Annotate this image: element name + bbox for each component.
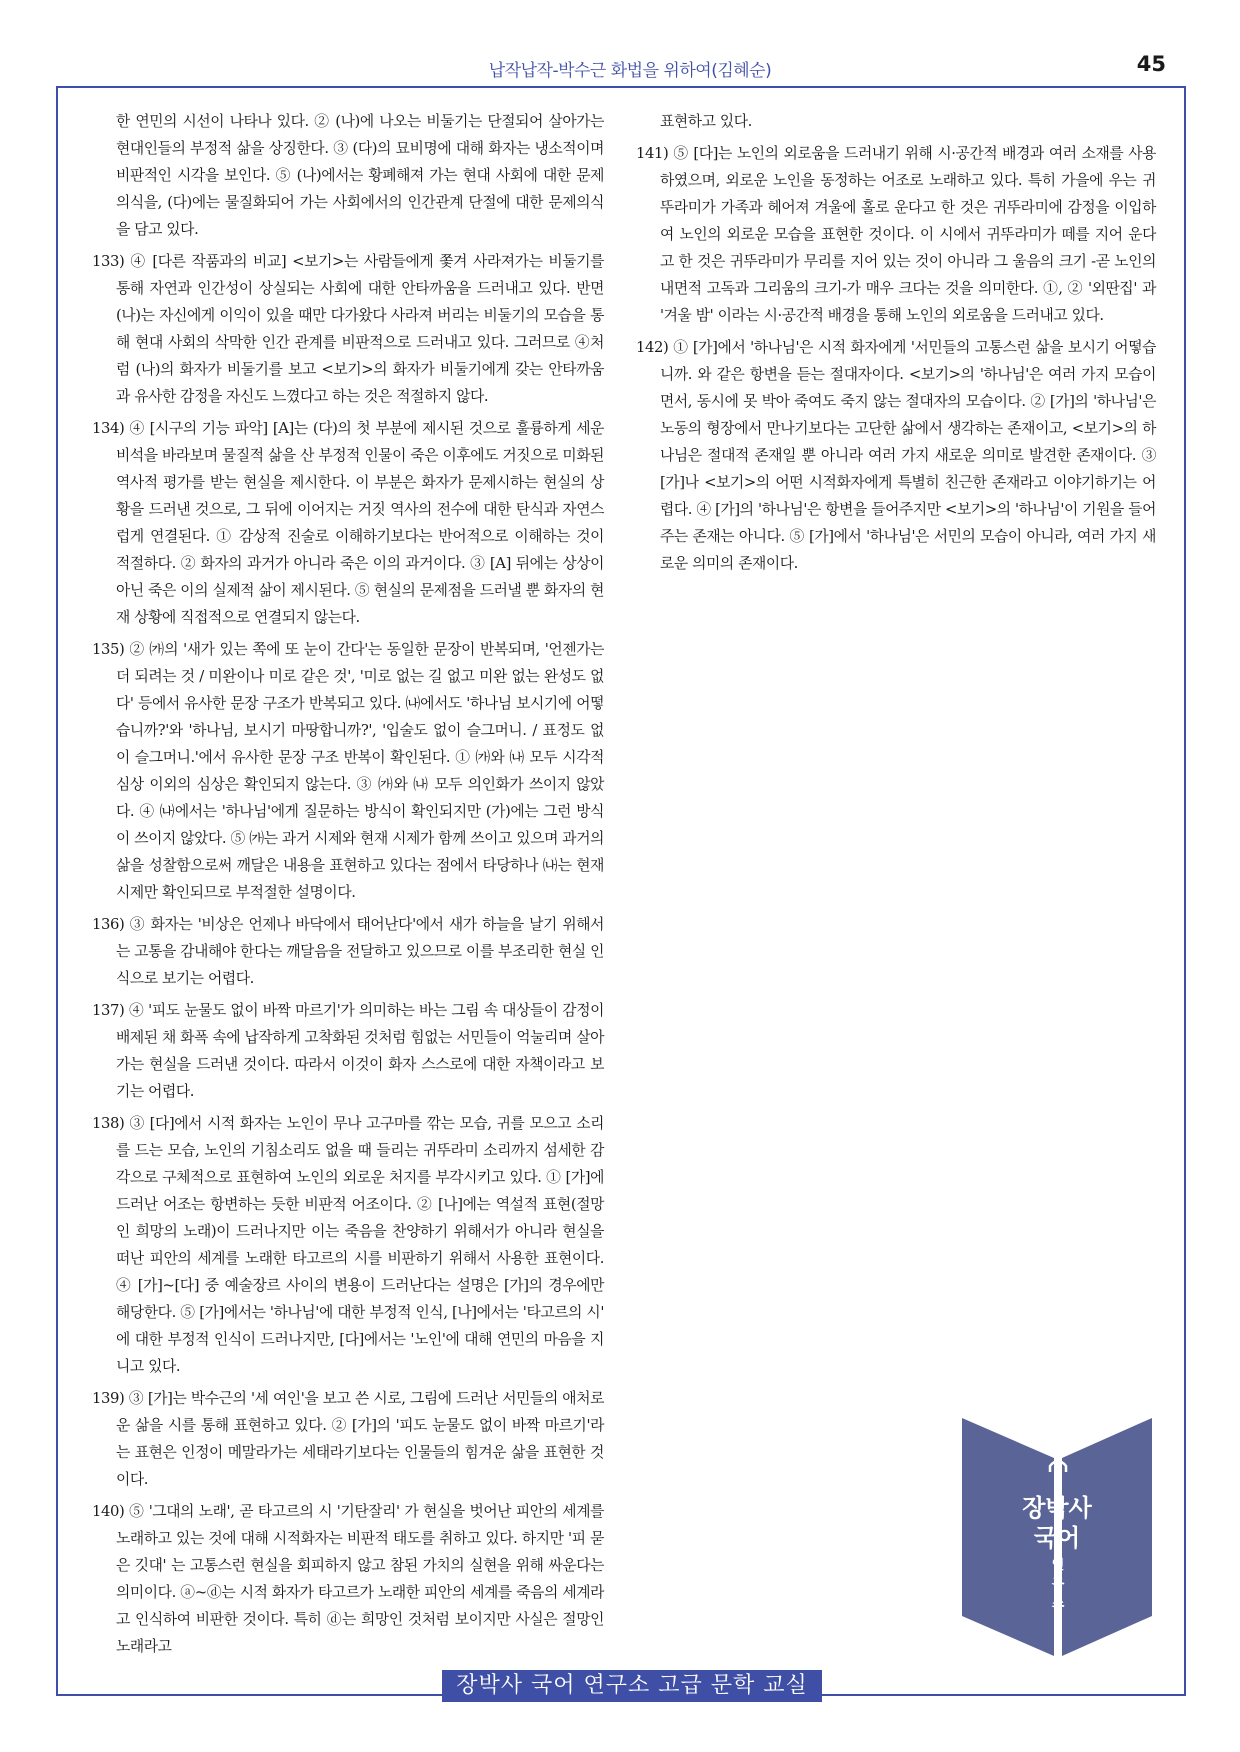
answer-paragraph: 137) ④ '피도 눈물도 없이 바짝 마르기'가 의미하는 바는 그림 속 대상들이 감정이 배제된 채 화폭 속에 납작하게 고착화된 것처럼 힘없는 서민들이 억눌리며 살아가는 현실을 드러낸 것이다. 따라서 이것이 화자 스스로에 대한 자책이라고 보기는 어렵다.	[92, 1002, 604, 1100]
answer-paragraph: 134) ④ [시구의 기능 파악] [A]는 (다)의 첫 부분에 제시된 것으로 훌륭하게 세운 비석을 바라보며 물질적 삶을 산 부정적 인물이 죽은 이후에도 거짓으로 미화된 역사적 평가를 받는 현실을 제시한다. 이 부분은 화자가 문제시하는 현실의 상황을 드러낸 것으로, 그 뒤에 이어지는 거짓 역사의 전수에 대한 탄식과 자연스럽게 연결된다. ① 감상적 진술로 이해하기보다는 반어적으로 이해하는 것이 적절하다. ② 화자의 과거가 아니라 죽은 이의 과거이다. ③ [A] 뒤에는 상상이 아닌 죽은 이의 실제적 삶이 제시된다. ⑤ 현실의 문제점을 드러낼 뿐 화자의 현재 상황에 직접적으로 연결되지 않는다.	[92, 420, 604, 626]
answer-paragraph: 135) ② ㈎의 '새가 있는 쪽에 또 눈이 간다'는 동일한 문장이 반복되며, '언젠가는 더 되려는 것 / 미완이나 미로 같은 것', '미로 없는 길 없고 미완 없는 완성도 없다' 등에서 유사한 문장 구조가 반복되고 있다. ㈏에서도 '하나님 보시기에 어떻습니까?'와 '하나님, 보시기 마땅합니까?', '입술도 없이 슬그머니. / 표정도 없이 슬그머니.'에서 유사한 문장 구조 반복이 확인된다. ① ㈎와 ㈏ 모두 시각적 심상 이외의 심상은 확인되지 않는다. ③ ㈎와 ㈏ 모두 의인화가 쓰이지 않았다. ④ ㈏에서는 '하나님'에게 질문하는 방식이 확인되지만 (가)에는 그런 방식이 쓰이지 않았다. ⑤ ㈎는 과거 시제와 현재 시제가 함께 쓰이고 있으며 과거의 삶을 성찰함으로써 깨달은 내용을 표현하고 있다는 점에서 타당하나 ㈏는 현재 시제만 확인되므로 부적절한 설명이다.	[92, 641, 604, 901]
answer-paragraph: 133) ④ [다른 작품과의 비교] <보기>는 사람들에게 쫓겨 사라져가는 비둘기를 통해 자연과 인간성이 상실되는 사회에 대한 안타까움을 드러내고 있다. 반면 (나)는 자신에게 이익이 있을 때만 다가왔다 사라져 버리는 비둘기의 모습을 통해 현대 사회의 삭막한 인간 관계를 비판적으로 드러내고 있다. 그러므로 ④처럼 (나)의 화자가 비둘기를 보고 <보기>의 화자가 비둘기에게 갖는 안타까움과 유사한 감정을 자신도 느꼈다고 하는 것은 적절하지 않다.	[92, 253, 604, 405]
right-column	[636, 108, 1156, 582]
answer-paragraph: 136) ③ 화자는 '비상은 언제나 바닥에서 태어난다'에서 새가 하늘을 날기 위해서는 고통을 감내해야 한다는 깨달음을 전달하고 있으므로 이를 부조리한 현실 인식으로 보기는 어렵다.	[92, 916, 604, 987]
answer-paragraph: 한 연민의 시선이 나타나 있다. ② (나)에 나오는 비둘기는 단절되어 살아가는 현대인들의 부정적 삶을 상징한다. ③ (다)의 묘비명에 대해 화자는 냉소적이며 비판적인 시각을 보인다. ⑤ (나)에서는 황폐해져 가는 현대 사회에 대한 문제의식을, (다)에는 물질화되어 가는 사회에서의 인간관계 단절에 대한 문제의식을 담고 있다.	[116, 113, 604, 238]
answer-paragraph: 140) ⑤ '그대의 노래', 곧 타고르의 시 '기탄잘리' 가 현실을 벗어난 피안의 세계를 노래하고 있는 것에 대해 시적화자는 비판적 태도를 취하고 있다. 하지만 '피 묻은 깃대' 는 고통스런 현실을 회피하지 않고 참된 가치의 실현을 위해 싸운다는 의미이다. ⓐ~ⓓ는 시적 화자가 타고르가 노래한 피안의 세계를 죽음의 세계라고 인식하여 비판한 것이다. 특히 ⓓ는 희망인 것처럼 보이지만 사실은 절망인 노래라고	[92, 1503, 604, 1655]
logo-line-3: 연구소	[1051, 1558, 1065, 1611]
running-title: 납작납작-박수근 화법을 위하여(김혜순)	[488, 61, 772, 81]
answer-paragraph: 138) ③ [다]에서 시적 화자는 노인이 무나 고구마를 깎는 모습, 귀를 모으고 소리를 드는 모습, 노인의 기침소리도 없을 때 들리는 귀뚜라미 소리까지 섬세한 감각으로 구체적으로 표현하여 노인의 외로운 처지를 부각시키고 있다. ① [가]에 드러난 어조는 항변하는 듯한 비판적 어조이다. ② [나]에는 역설적 표현(절망인 희망의 노래)이 드러나지만 이는 죽음을 찬양하기 위해서가 아니라 현실을 떠난 피안의 세계를 노래한 타고르의 시를 비판하기 위해서 사용한 표현이다. ④ [가]~[다] 중 예술장르 사이의 변용이 드러난다는 설명은 [가]의 경우에만 해당한다. ⑤ [가]에서는 '하나님'에 대한 부정적 인식, [나]에서는 '타고르의 시' 에 대한 부정적 인식이 드러나지만, [다]에서는 '노인'에 대해 연민의 마음을 지니고 있다.	[92, 1115, 604, 1375]
footer-banner: 장박사 국어 연구소 고급 문학 교실	[442, 1670, 822, 1702]
publisher-logo	[954, 1398, 1160, 1658]
left-column	[92, 108, 604, 1665]
answer-paragraph: 139) ③ [가]는 박수근의 '세 여인'을 보고 쓴 시로, 그림에 드러난 서민들의 애처로운 삶을 시를 통해 표현하고 있다. ② [가]의 '피도 눈물도 없이 바짝 마르기'라는 표현은 인정이 메말라가는 세태라기보다는 인물들의 힘겨운 삶을 표현한 것이다.	[92, 1390, 604, 1488]
answer-paragraph: 표현하고 있다.	[660, 113, 752, 130]
answer-paragraph: 142) ① [가]에서 '하나님'은 시적 화자에게 '서민들의 고통스런 삶을 보시기 어떻습니까. 와 같은 항변을 듣는 절대자이다. <보기>의 '하나님'은 여러 가지 모습이면서, 동시에 못 박아 죽여도 죽지 않는 절대자의 모습이다. ② [가]의 '하나님'은 노동의 형장에서 만나기보다는 고단한 삶에서 생각하는 존재이고, <보기>의 하나님은 절대적 존재일 뿐 아니라 여러 가지 새로운 의미로 발견한 존재이다. ③ [가]나 <보기>의 어떤 시적화자에게 특별히 친근한 존재라고 이야기하기는 어렵다. ④ [가]의 '하나님'은 항변을 들어주지만 <보기>의 '하나님'이 기원을 들어 주는 존재는 아니다. ⑤ [가]에서 '하나님'은 서민의 모습이 아니라, 여러 가지 새로운 의미의 존재이다.	[636, 339, 1156, 572]
logo-line-1: 장박사	[1022, 1494, 1092, 1522]
answer-paragraph: 141) ⑤ [다]는 노인의 외로움을 드러내기 위해 시·공간적 배경과 여러 소재를 사용하였으며, 외로운 노인을 동정하는 어조로 노래하고 있다. 특히 가을에 우는 귀뚜라미가 가족과 헤어져 겨울에 홀로 운다고 한 것은 귀뚜라미에 감정을 이입하여 노인의 외로운 모습을 표현한 것이다. 이 시에서 귀뚜라미가 떼를 지어 운다고 한 것은 귀뚜라미가 무리를 지어 있는 것이 아니라 그 울음의 크기 -곧 노인의 내면적 고독과 그리움의 크기-가 매우 크다는 것을 의미한다. ①, ② '외딴집' 과 '겨울 밤' 이라는 시·공간적 배경을 통해 노인의 외로움을 드러내고 있다.	[636, 145, 1156, 324]
page-number: 45	[1136, 52, 1166, 76]
logo-line-2: 국어	[1033, 1524, 1081, 1552]
